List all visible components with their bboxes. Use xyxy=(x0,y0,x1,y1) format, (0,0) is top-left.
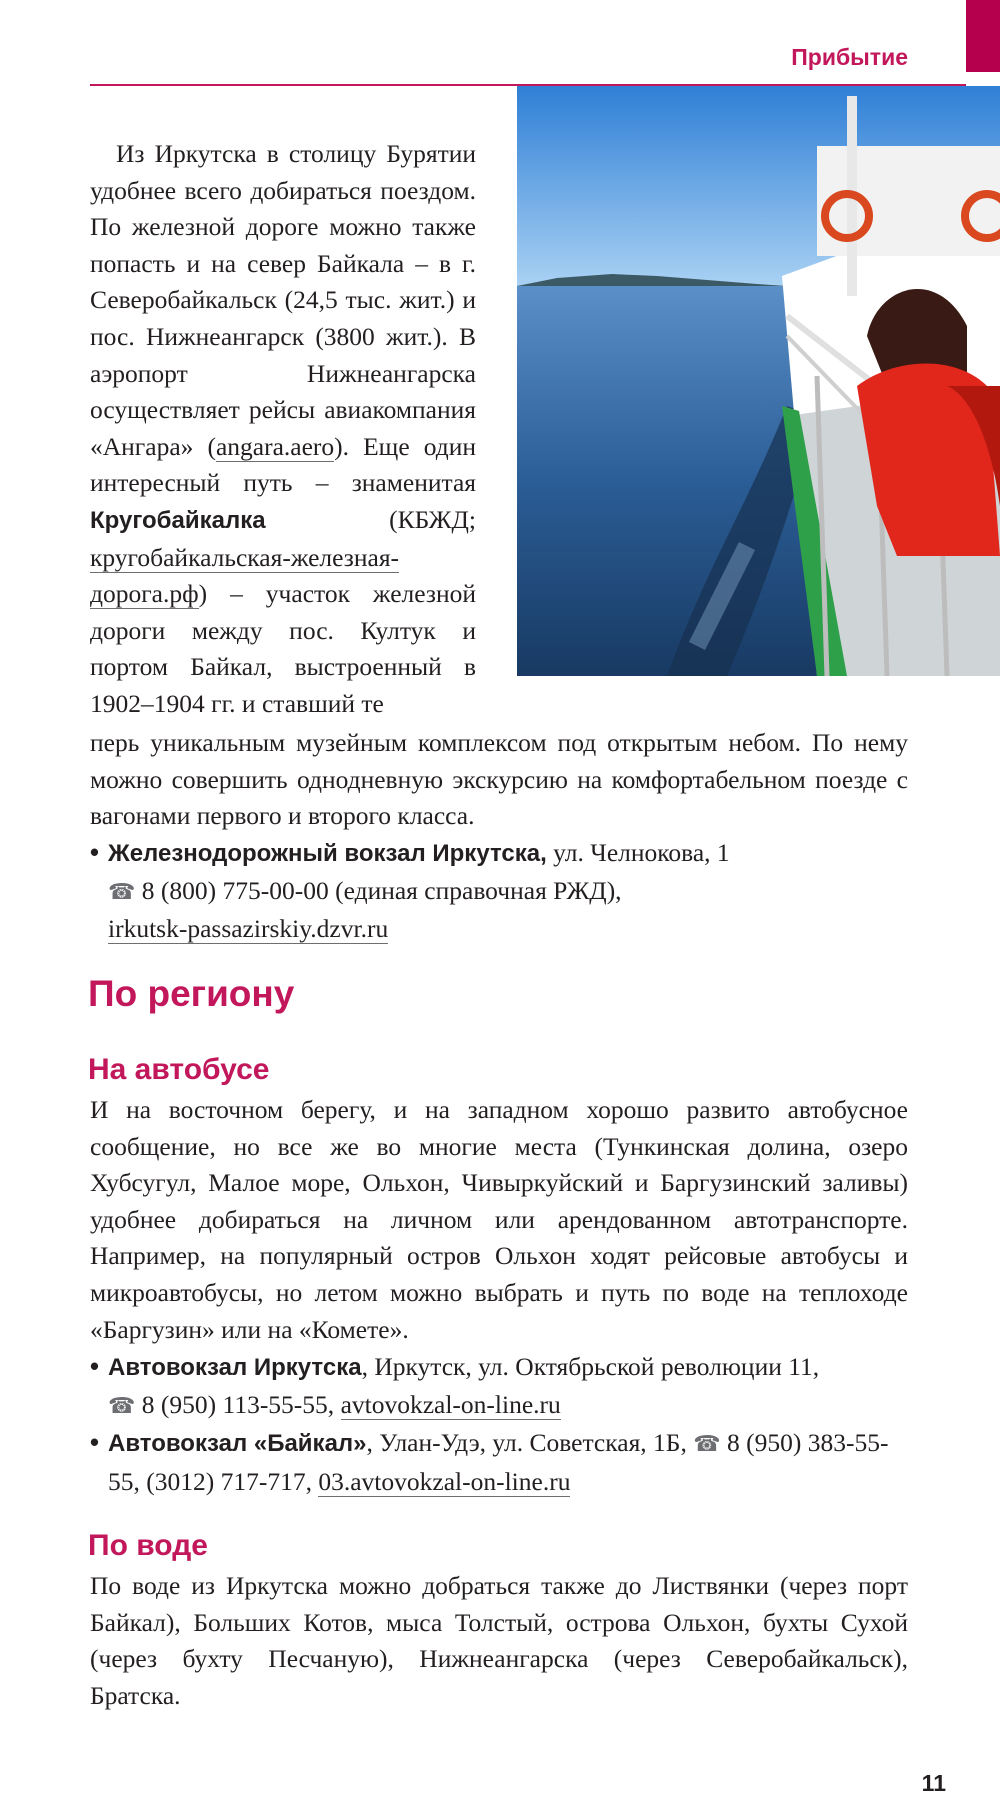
bus-station-link[interactable]: 03.avtovokzal-on-line.ru xyxy=(318,1466,571,1496)
intro-text-3: (КБЖД; xyxy=(265,504,476,534)
intro-paragraph xyxy=(90,136,476,723)
rail-station-address: ул. Челнокова, 1 xyxy=(546,838,730,867)
bus-station-name: Автовокзал «Байкал» xyxy=(108,1430,367,1458)
bus-station-link[interactable]: avtovokzal-on-line.ru xyxy=(340,1389,561,1419)
rail-station-list xyxy=(90,835,908,948)
rail-station-name: Железнодорожный вокзал Иркутска, xyxy=(108,840,547,867)
bus-station-phone: 8 (950) 383-55-55, (3012) 717-717, xyxy=(108,1428,889,1496)
list-item xyxy=(90,835,908,948)
section-header: Прибытие xyxy=(791,44,908,70)
bus-station-name: Автовокзал Иркутска xyxy=(108,1354,362,1381)
krugobaikalka-term: Кругобайкалка xyxy=(90,506,266,534)
intro-text-4: ) – участок железной дороги между пос. Култук и портом Байкал, выстроенный в 1902–1904 гг. и ставший те xyxy=(90,579,476,718)
intro-text-2: ). Еще один интересный путь – знаменитая xyxy=(90,431,476,498)
phone-icon: ☎ xyxy=(693,1432,721,1458)
kbzhd-link[interactable]: кругобайкальская-железная-дорога.рф xyxy=(90,542,400,609)
bus-station-list xyxy=(90,1349,908,1500)
list-item xyxy=(90,1349,908,1425)
water-heading: По воде xyxy=(88,1529,208,1562)
water-paragraph: По воде из Иркутска можно добраться также до Листвянки (через порт Байкал), Больших Котов, мыса Толстый, острова Ольхон, бухты Сухой (через бухту Песчаную), Нижнеангарска (через Северобайкальск), Братска. xyxy=(90,1571,908,1710)
bus-station-phone: 8 (950) 113-55-55, xyxy=(135,1389,341,1419)
bus-heading: На автобусе xyxy=(88,1053,270,1086)
bus-station-address: , Иркутск, ул. Октябрьской революции 11, xyxy=(361,1352,820,1381)
page-edge-tab xyxy=(966,0,1000,72)
rail-station-phone: 8 (800) 775-00-00 (единая справочная РЖД), xyxy=(135,875,622,905)
angara-link[interactable]: angara.aero xyxy=(215,431,335,461)
photo-ship-deck xyxy=(517,86,1000,676)
phone-icon: ☎ xyxy=(108,879,136,905)
bus-station-address: , Улан-Удэ, ул. Советская, 1Б, xyxy=(366,1428,694,1458)
phone-icon: ☎ xyxy=(108,1393,136,1419)
rail-station-link[interactable]: irkutsk-passazirskiy.dzvr.ru xyxy=(108,914,389,944)
region-heading: По региону xyxy=(88,973,295,1014)
page-number: 11 xyxy=(921,1770,946,1796)
intro-paragraph-continued: перь уникальным музейным комплексом под открытым небом. По нему можно совершить однодневную экскурсию на комфортабельном поезде с вагонами первого и второго класса. xyxy=(90,728,908,831)
intro-text-1: Из Иркутска в столицу Бурятии удобнее всего добираться поездом. По железной дороге можно также попасть и на север Байкала – в г. Северобайкальск (24,5 тыс. жит.) и пос. Нижнеангарск (3800 жит.). В аэропорт Нижнеангарска осуществляет рейсы авиакомпания «Ангара» ( xyxy=(90,139,476,461)
bus-paragraph: И на восточном берегу, и на западном хорошо развито автобусное сообщение, но все же во многие места (Тункинская долина, озеро Хубсугул, Малое море, Ольхон, Чивыркуйский и Баргузинский заливы) удобнее добираться на личном или арендованном автотранспорте. Например, на популярный остров Ольхон ходят рейсовые автобусы и микроавтобусы, но летом можно выбрать и путь по воде на теплоходе «Баргузин» или на «Комете». xyxy=(90,1095,908,1344)
list-item xyxy=(90,1425,908,1500)
